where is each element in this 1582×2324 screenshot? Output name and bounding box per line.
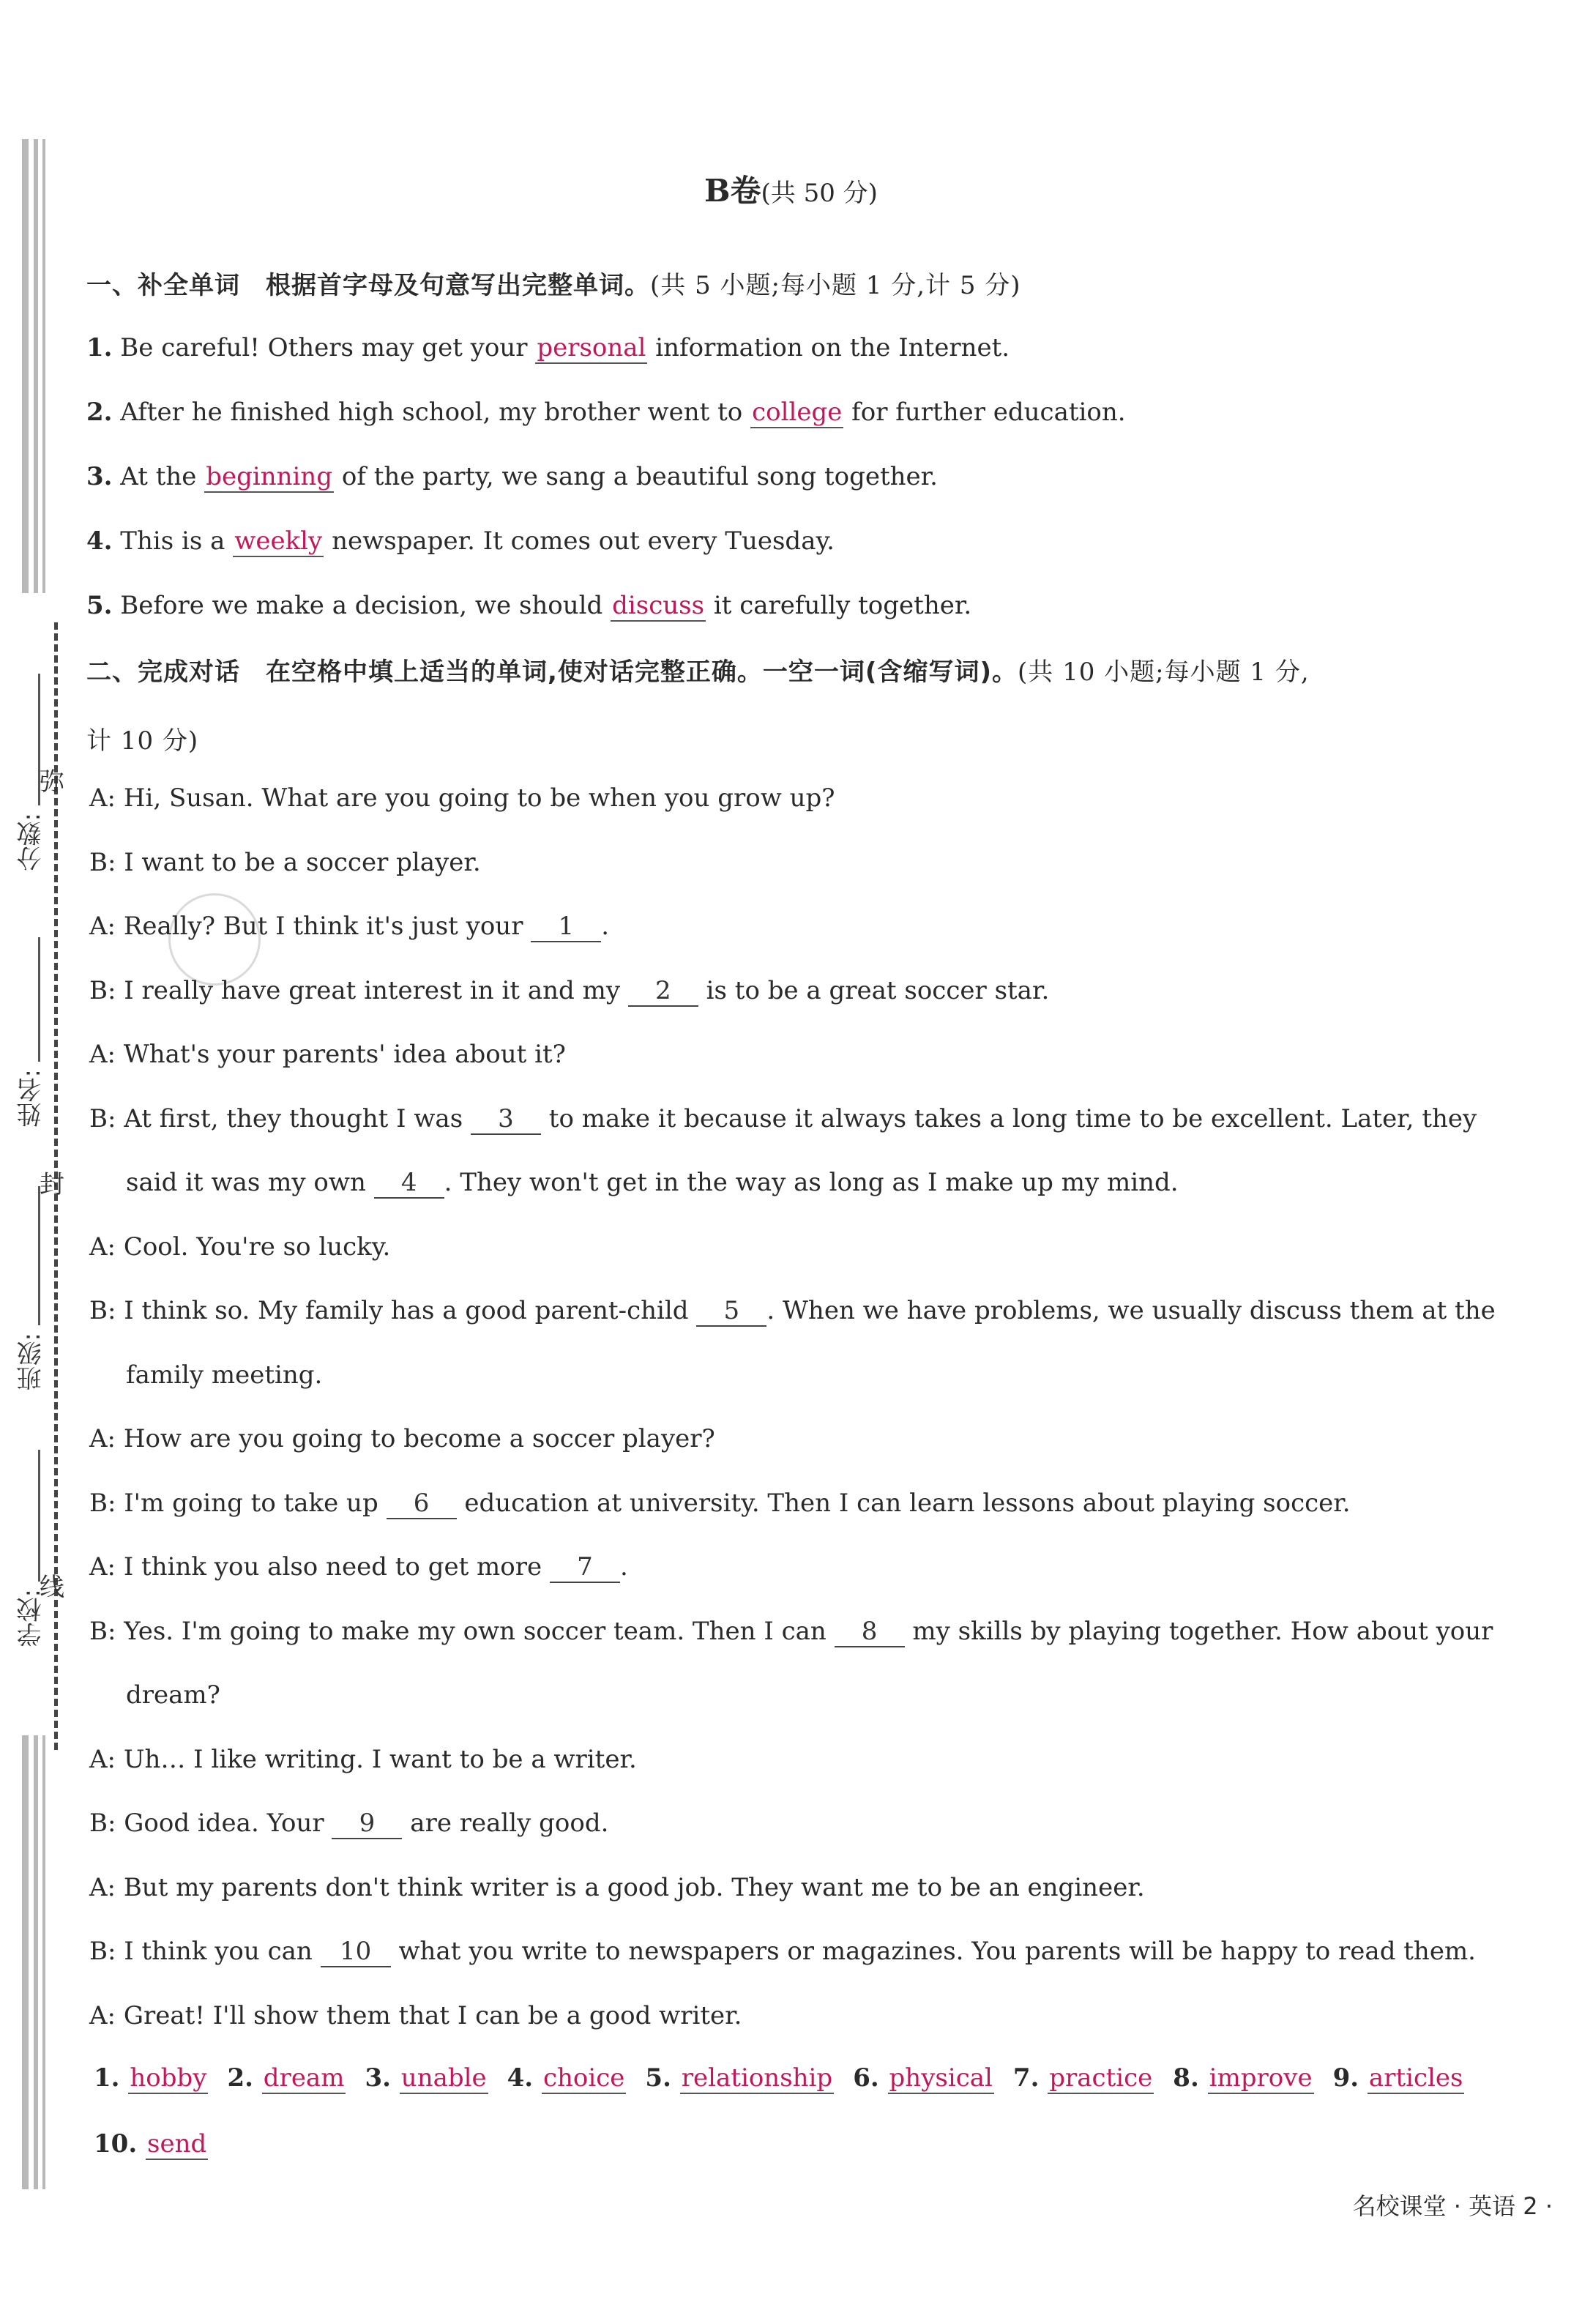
item-answer: discuss xyxy=(612,591,705,620)
answer-word: practice xyxy=(1049,2063,1153,2093)
line-text: A: Uh… I like writing. I want to be a writer. xyxy=(89,1744,637,1774)
section1-title: 一、补全单词 根据首字母及句意写出完整单词。 xyxy=(86,271,650,300)
item-text: After he finished high school, my brother went to xyxy=(112,398,751,427)
answer-word: articles xyxy=(1368,2063,1463,2093)
section2-heading xyxy=(86,652,1310,688)
dialogue-line xyxy=(89,2001,742,2030)
fill-word-item xyxy=(86,333,1010,362)
answer-number: 7. xyxy=(1012,2063,1048,2093)
dialogue-line xyxy=(89,1424,715,1453)
answer-key-row xyxy=(94,2129,227,2159)
margin-bar xyxy=(42,1735,45,2189)
line-text: A: What's your parents' idea about it? xyxy=(89,1040,566,1069)
dialogue-line xyxy=(89,783,835,813)
line-text: to make it because it always takes a long time to be excellent. Later, they xyxy=(540,1103,1477,1133)
item-text: it carefully together. xyxy=(706,591,972,620)
answer-word: send xyxy=(147,2129,207,2159)
item-text: for further education. xyxy=(843,398,1126,427)
item-number: 5. xyxy=(86,591,113,620)
dialogue-line xyxy=(89,1296,1496,1327)
item-number: 4. xyxy=(86,526,113,556)
answer-number: 2. xyxy=(227,2063,262,2093)
answer-key xyxy=(227,2063,346,2093)
school-line xyxy=(38,1450,40,1582)
blank-number: 2 xyxy=(655,975,671,1005)
answer-key xyxy=(507,2063,627,2093)
dialogue-line xyxy=(89,1232,390,1262)
dialogue-line xyxy=(89,1745,637,1774)
blank-slot xyxy=(374,1168,444,1199)
item-number: 1. xyxy=(86,333,113,362)
line-text: . They won't get in the way as long as I make up my mind. xyxy=(444,1168,1179,1197)
dialogue-line xyxy=(89,1809,608,1839)
answer-word: improve xyxy=(1209,2063,1313,2093)
dialogue-line xyxy=(89,912,609,942)
answer-number: 3. xyxy=(365,2063,400,2093)
line-text: A: Great! I'll show them that I can be a good writer. xyxy=(89,2000,742,2030)
line-text: B: I'm going to take up xyxy=(89,1488,387,1518)
line-text: B: I really have great interest in it and my xyxy=(89,975,628,1005)
answer-key xyxy=(1333,2063,1465,2093)
section1-note: (共 5 小题;每小题 1 分,计 5 分) xyxy=(650,271,1021,300)
blank-number: 4 xyxy=(400,1168,417,1197)
blank-slot xyxy=(550,1552,620,1583)
blank-slot xyxy=(835,1617,905,1647)
dialogue-line xyxy=(89,1937,1476,1967)
line-text: what you write to newspapers or magazines. You parents will be happy to read them. xyxy=(390,1937,1476,1966)
answer-key xyxy=(94,2063,208,2093)
answer-word: physical xyxy=(889,2063,993,2093)
line-text: B: At first, they thought I was xyxy=(89,1103,471,1133)
line-text: B: I think so. My family has a good parent-child xyxy=(89,1296,697,1325)
line-text: my skills by playing together. How about your xyxy=(904,1616,1493,1646)
answer-word: choice xyxy=(542,2063,625,2093)
section2-note-cont: 计 10 分) xyxy=(86,726,199,756)
answer-number: 8. xyxy=(1173,2063,1208,2093)
line-text: . xyxy=(601,912,610,941)
dialogue-line xyxy=(126,1680,220,1710)
answer-number: 6. xyxy=(853,2063,888,2093)
answer-word: dream xyxy=(263,2063,345,2093)
fill-word-item xyxy=(86,526,835,556)
seal-char: 弥 xyxy=(40,767,64,797)
item-text: information on the Internet. xyxy=(647,333,1010,362)
line-text: A: How are you going to become a soccer player? xyxy=(89,1424,715,1453)
blank-slot xyxy=(321,1937,391,1967)
blank-number: 7 xyxy=(577,1552,593,1582)
name-line xyxy=(38,937,40,1062)
item-text: newspaper. It comes out every Tuesday. xyxy=(324,526,835,556)
line-text: . xyxy=(619,1552,628,1582)
title-text: B卷 xyxy=(704,173,761,209)
blank-number: 8 xyxy=(861,1616,878,1646)
line-text: A: Really? But I think it's just your xyxy=(89,912,531,941)
fill-word-item xyxy=(86,591,971,620)
item-text: This is a xyxy=(112,526,234,556)
paper-title xyxy=(0,167,1582,211)
item-number: 3. xyxy=(86,462,113,491)
page-footer: 名校课堂 · 英语 2 · xyxy=(1352,2192,1553,2220)
answer-number: 1. xyxy=(94,2063,129,2093)
dialogue-line xyxy=(89,1552,628,1583)
line-text: dream? xyxy=(126,1680,220,1710)
blank-slot xyxy=(531,912,601,942)
class-line xyxy=(38,1186,40,1325)
blank-slot xyxy=(696,1296,766,1327)
blank-number: 6 xyxy=(413,1488,430,1518)
item-answer: college xyxy=(752,398,843,427)
item-text: of the party, we sang a beautiful song together. xyxy=(334,462,938,491)
line-text: B: I think you can xyxy=(89,1937,321,1966)
item-text: Before we make a decision, we should xyxy=(112,591,611,620)
line-text: A: I think you also need to get more xyxy=(89,1552,550,1582)
answer-word: hobby xyxy=(130,2063,207,2093)
dialogue-line xyxy=(89,1104,1477,1135)
answer-number: 4. xyxy=(507,2063,542,2093)
answer-key xyxy=(853,2063,994,2093)
answer-key xyxy=(1013,2063,1154,2093)
answer-key xyxy=(365,2063,488,2093)
line-text: A: Hi, Susan. What are you going to be when you grow up? xyxy=(89,783,835,813)
item-number: 2. xyxy=(86,398,113,427)
blank-number: 9 xyxy=(359,1809,376,1838)
answer-key-row xyxy=(94,2063,1483,2093)
blank-slot xyxy=(332,1809,402,1839)
line-text: A: But my parents don't think writer is a good job. They want me to be an engineer. xyxy=(89,1872,1145,1902)
line-text: are really good. xyxy=(402,1809,609,1838)
margin-bar xyxy=(22,1735,29,2189)
dialogue-line xyxy=(89,1489,1351,1519)
line-text: said it was my own xyxy=(126,1168,374,1197)
item-text: At the xyxy=(112,462,205,491)
section1-heading xyxy=(86,265,1021,301)
line-text: A: Cool. You're so lucky. xyxy=(89,1232,391,1262)
section2-note: (共 10 小题;每小题 1 分, xyxy=(1018,658,1310,687)
dialogue-line xyxy=(89,1040,566,1069)
answer-number: 9. xyxy=(1332,2063,1368,2093)
item-text: Be careful! Others may get your xyxy=(112,333,536,362)
title-sub: (共 50 分) xyxy=(761,179,878,208)
blank-number: 10 xyxy=(340,1937,372,1966)
dialogue-line xyxy=(126,1168,1179,1199)
fill-word-item xyxy=(86,398,1126,427)
seal-char: 线 xyxy=(40,1573,64,1602)
dialogue-line xyxy=(126,1360,322,1390)
section2-heading-cont xyxy=(86,720,198,756)
line-text: is to be a great soccer star. xyxy=(698,975,1050,1005)
seal-char: 封 xyxy=(40,1170,64,1199)
answer-key xyxy=(645,2063,834,2093)
blank-slot xyxy=(387,1489,457,1519)
answer-word: unable xyxy=(400,2063,487,2093)
line-text: . When we have problems, we usually discuss them at the xyxy=(766,1296,1496,1325)
line-text: B: I want to be a soccer player. xyxy=(89,847,481,877)
item-answer: beginning xyxy=(206,462,333,491)
school-label: 学校: xyxy=(17,1589,46,1647)
line-text: education at university. Then I can learn lessons about playing soccer. xyxy=(456,1488,1351,1518)
margin-bar xyxy=(34,1735,38,2189)
score-label: 分数: xyxy=(17,813,46,871)
dialogue-line xyxy=(89,848,481,877)
section2-title: 二、完成对话 在空格中填上适当的单词,使对话完整正确。一空一词(含缩写词)。 xyxy=(86,658,1018,687)
answer-key xyxy=(1173,2063,1313,2093)
dialogue-line xyxy=(89,1873,1145,1902)
answer-number: 5. xyxy=(645,2063,680,2093)
line-text: B: Good idea. Your xyxy=(89,1809,332,1838)
blank-number: 5 xyxy=(723,1296,740,1325)
item-answer: personal xyxy=(537,333,646,362)
fill-word-item xyxy=(86,462,938,491)
line-text: B: Yes. I'm going to make my own soccer team. Then I can xyxy=(89,1616,835,1646)
class-label: 班级: xyxy=(17,1333,46,1391)
answer-number: 10. xyxy=(94,2129,146,2159)
name-label: 姓名: xyxy=(17,1069,46,1128)
dialogue-line xyxy=(89,976,1049,1007)
blank-slot xyxy=(471,1104,541,1135)
answer-word: relationship xyxy=(681,2063,833,2093)
answer-key xyxy=(94,2129,208,2159)
item-answer: weekly xyxy=(234,526,323,556)
blank-number: 1 xyxy=(558,912,575,941)
blank-slot xyxy=(628,976,698,1007)
line-text: family meeting. xyxy=(126,1360,323,1390)
dialogue-line xyxy=(89,1617,1493,1647)
blank-number: 3 xyxy=(498,1103,514,1133)
